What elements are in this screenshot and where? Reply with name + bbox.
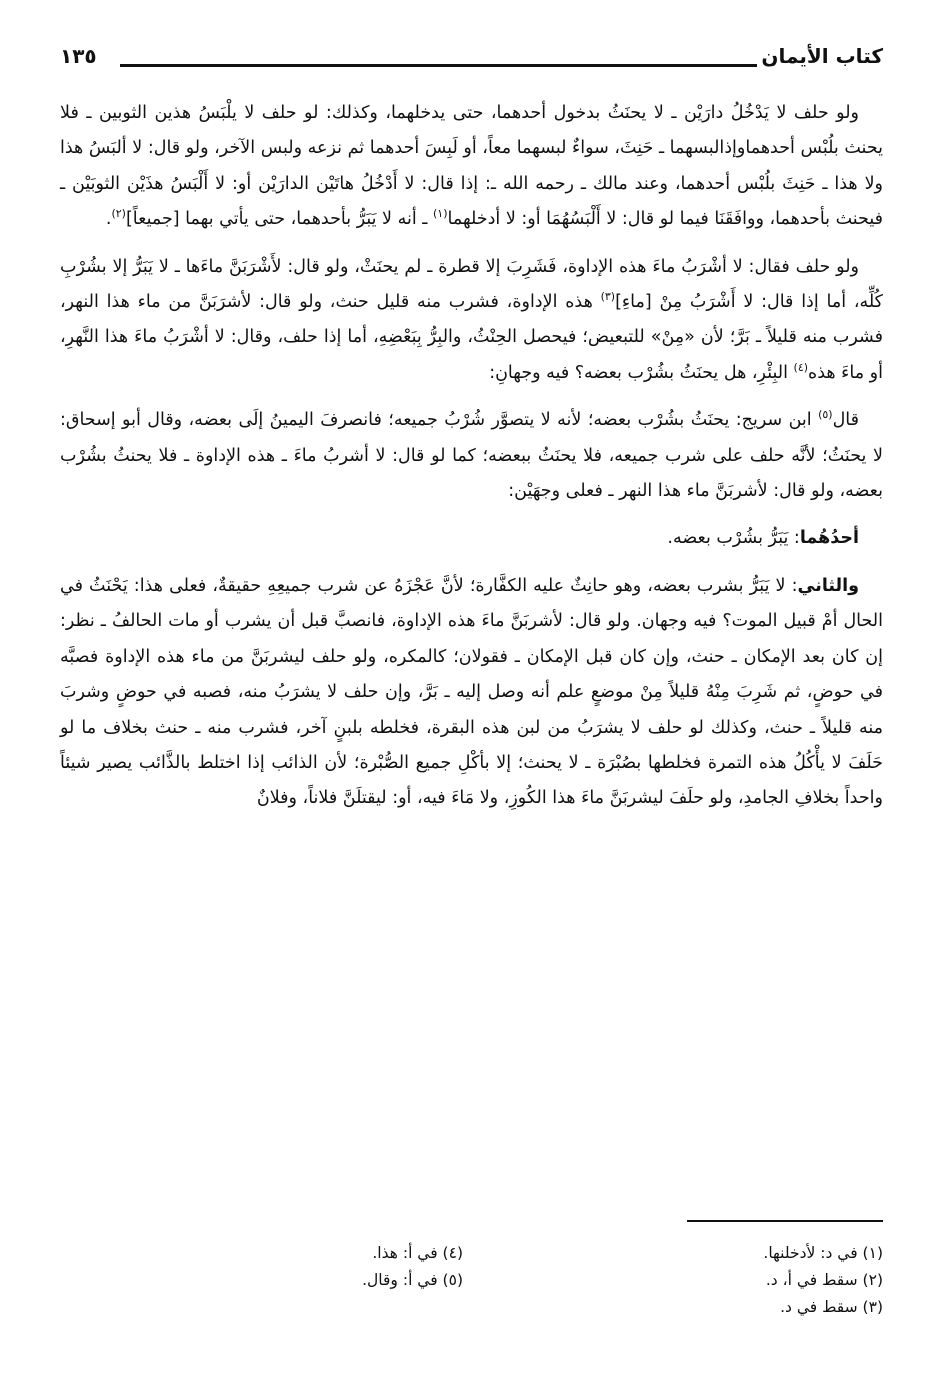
bold-term: أحدُهُما <box>799 528 859 549</box>
footnote-separator <box>687 1220 883 1222</box>
page-body <box>60 96 883 829</box>
page-header <box>60 40 883 76</box>
footnotes-left-column <box>63 1240 463 1294</box>
paragraph-text: قال <box>832 410 859 431</box>
footnote-ref: (٣) <box>600 290 616 304</box>
footnote-1: (١) في د: لأدخلنها. <box>763 1244 883 1262</box>
paragraph <box>60 250 883 392</box>
footnote-2: (٢) سقط في أ، د. <box>765 1271 883 1289</box>
footnote-ref: (٢) <box>111 207 126 221</box>
paragraph-text: : يَبَرُّ بشُرْب بعضه. <box>667 528 800 549</box>
paragraph-text: ـ أنه لا يَبَرُّ بأحدهما، حتى يأتي بهما [جميعاً] <box>125 209 433 230</box>
book-page <box>60 40 883 1360</box>
paragraph-text: ابن سريج: يحنَثُ بشُرْب بعضه؛ لأنه لا يتصوَّر شُرْبُ جميعه؛ فانصرفَ اليمينُ إلَى بعضه، وقال أبو إسحاق: لا يحنَثُ؛ لأنَّه حلف على شرب جميعه، فلا يحنَثُ ببعضه؛ كما لو قال: لا أشربُ ماءَ ـ هذه الإداوة ـ فلا يحنثُ بشُرْب بعضه، ولو قال: لأشربَنَّ ماء هذا النهر ـ فعلى وجهَيْن: <box>60 410 883 502</box>
paragraph <box>60 96 883 238</box>
paragraph <box>60 521 883 556</box>
footnote-ref: (٥) <box>818 408 833 422</box>
paragraph-text: ولو حلف فقال: لا أشْرَبُ ماءَ هذه الإداوة، فَشَرِبَ إلا قطرة ـ لم يحنَثْ، ولو قال: لأَشْرَبَنَّ ماءَها ـ لا يَبَرُّ إلا بشُرْبِ كُلِّه، أما إذا قال: لا أَشْرَبُ مِنْ [ماءِ] <box>60 256 883 313</box>
footnote-3: (٣) سقط في د. <box>780 1298 883 1316</box>
header-rule <box>120 64 757 67</box>
footnote-ref: (٤) <box>793 361 809 375</box>
paragraph-text: البِئْرِ، هل يحنَثُ بشُرْب بعضه؟ فيه وجهانِ: <box>489 362 794 383</box>
paragraph-text: ولو حلف لا يَدْخُلُ دارَيْن ـ لا يحنَثُ بدخول أحدهما، حتى يدخلهما، وكذلك: لو حلف لا يلْبَسُ هذين الثوبين ـ فلا يحنث بلُبْس أحدهماوإذالبسهما ـ حَنِثَ، سواءٌ لبسهما معاً، أو لَبِسَ أحدهما ثم نزعه ولبس الآخر، ولو قال: لا ألبَسُ هذا ولا هذا ـ حَنِثَ بلُبْس أحدهما، وعند مالك ـ رحمه الله ـ: إذا قال: لا أَدْخُلُ هاتَيْن الدارَيْن أو: لا أَلْبَسُ هذَيْن الثوبَيْن ـ فيحنث بأحدهما، ووافَقَنَا فيما لو قال: لا أَلْبَسُهُمَا أو: لا أدخلهما <box>60 103 883 230</box>
paragraph-text: هذه الإداوة، فشرب منه قليل حنث، ولو قال: لأشرَبَنَّ من ماء هذا النهر، فشرب منه قليلاً ـ بَرَّ؛ لأن «مِنْ» للتبعيض؛ فيحصل الحِنْثُ، والبِرُّ بِبَعْضِهِ، أما إذا حلف، وقال: لا أشْرَبُ ماءَ هذا النَّهرِ، أو ماءَ هذه <box>60 292 883 383</box>
paragraph <box>60 403 883 509</box>
footnote-5: (٥) في أ: وقال. <box>362 1271 463 1289</box>
footnotes-right-column <box>483 1240 883 1321</box>
bold-term: والثاني <box>797 575 859 596</box>
paragraph <box>60 569 883 817</box>
chapter-title: كتاب الأيمان <box>761 44 883 68</box>
footnote-4: (٤) في أ: هذا. <box>372 1244 463 1262</box>
footnote-ref: (١) <box>432 207 448 221</box>
paragraph-text: . <box>105 209 112 230</box>
paragraph-text: : لا يَبَرُّ بشرب بعضه، وهو حانِثٌ عليه الكفَّارة؛ لأنَّ عَجْزَهُ عن شرب جميعِهِ حقيقةٌ، فعلى هذا: يَحْنَثُ في الحال أمْ قبيل الموت؟ فيه وجهان. ولو قال: لأشربَنَّ ماءَ هذه الإداوة، فانصبَّ قبل أن يشرب أو مات الحالفُ ـ نظر: إن كان بعد الإمكان ـ حنث، وإن كان قبل الإمكان ـ فقولان؛ كالمكره، ولو حلف ليشربَنَّ من ماء هذه الإداوة فصبَّه في حوضٍ، ثم شَرِبَ مِنْهُ قليلاً مِنْ موضعٍ علم أنه وصل إليه ـ بَرَّ، وإن حلف لا يشرَبُ منه، فصبه في حوضٍ وشربَ منه قليلاً ـ حنث، وكذلك لو حلف لا يشرَبُ من لبن هذه البقرة، فخلطه بلبنٍ آخر، فشرب منه ـ حنث بخلاف ما لو حَلَفَ لا يأْكُلُ هذه التمرة فخلطها بصُبْرَة ـ لا يحنث؛ إلا بأكْلِ جميع الصُّبْرة؛ لأن الذائب إذا اختلط بالذَّائب يصير شيئاً واحداً بخلافِ الجامدِ، ولو حلَفَ ليشربَنَّ ماءَ هذا الكُوزِ، ولا مَاءَ فيه، أو: ليقتلَنَّ فلاناً، وفلانٌ <box>60 575 883 809</box>
page-number: ١٣٥ <box>60 44 97 68</box>
